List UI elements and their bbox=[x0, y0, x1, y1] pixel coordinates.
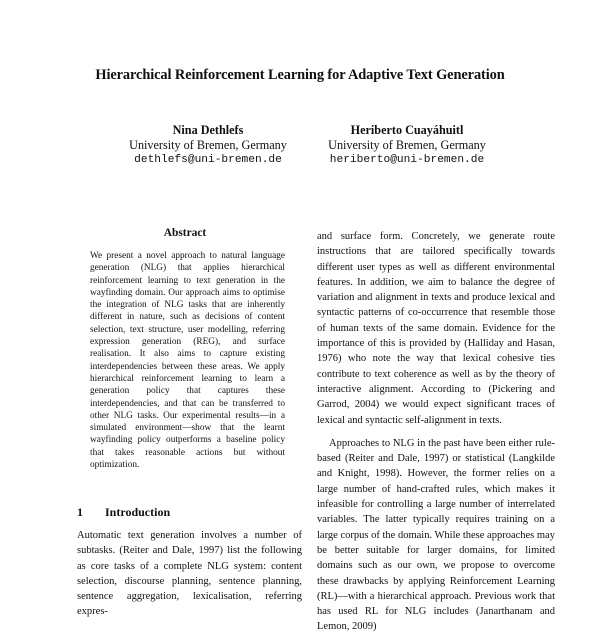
author-name: Nina Dethlefs bbox=[172, 123, 244, 137]
paper-title: Hierarchical Reinforcement Learning for Adaptive Text Generation bbox=[95, 67, 505, 83]
author-block-2 bbox=[312, 123, 502, 168]
author-affiliation: University of Bremen, Germany bbox=[129, 138, 287, 152]
author-email: heriberto@uni-bremen.de bbox=[329, 154, 485, 166]
abstract-text: We present a novel approach to natural language generation (NLG) that applies hierarchical reinforcement learning to text generation in the wayfinding domain. Our approach aims to optimise the integration of NLG tasks that are inherently different in nature, such as decisions of content selection, text structure, user modelling, referring expression generation (REG), and surface realisation. It also aims to capture existing interdependencies between these areas. We apply hierarchical reinforcement learning to learn a generation policy that captures these interdependencies, and that can be transferred to other NLG tasks. Our experimental results—in a simulated environment—show that the learnt wayfinding policy outperforms a baseline policy that takes reasonable actions but without optimization. bbox=[90, 251, 285, 471]
author-block-1 bbox=[108, 123, 308, 168]
author-affiliation: University of Bremen, Germany bbox=[328, 138, 486, 152]
right-paragraph-1: and surface form. Concretely, we generate route instructions that are tailored specifically towards different user types as well as different environmental features. In addition, we aim to balance the degree of variation and alignment in texts and produce lexical and syntactic patterns of co-occurrence that resemble those of human texts of the same domain. Evidence for the importance of this is provided by (Halliday and Hasan, 1976) who note the way that lexical cohesive ties contribute to text coherence as well as by the theory of interactive alignment. According to (Pickering and Garrod, 2004) we would expect significant traces of lexical and syntactic self-alignment in texts. bbox=[317, 231, 555, 426]
section-heading bbox=[77, 505, 170, 520]
section-number: 1 bbox=[77, 505, 83, 519]
right-paragraph-2: Approaches to NLG in the past have been either rule-based (Reiter and Dale, 1997) or statistical (Langkilde and Knight, 1998). However, the former relies on a large number of hand-crafted rules, which makes it infeasible for controlling a large number of interrelated variables. The latter typically requires training on a large corpus of the domain. While these approaches may be better suitable for larger domains, for limited domains such as our own, we propose to overcome these drawbacks by applying Reinforcement Learning (RL)—with a hierarchical approach. Previous work that has used RL for NLG includes (Janarthanam and Lemon, 2009) bbox=[317, 437, 555, 633]
right-column bbox=[317, 229, 555, 635]
section-title: Introduction bbox=[105, 505, 171, 519]
author-email: dethlefs@uni-bremen.de bbox=[134, 154, 282, 166]
author-name: Heriberto Cuayáhuitl bbox=[350, 123, 464, 137]
abstract-heading: Abstract bbox=[163, 227, 207, 239]
intro-paragraph: Automatic text generation involves a number of subtasks. (Reiter and Dale, 1997) list the following as core tasks of a complete NLG system: content selection, discourse planning, sentence planning, sentence aggregation, lexicalisation, referring expres- bbox=[77, 530, 302, 618]
